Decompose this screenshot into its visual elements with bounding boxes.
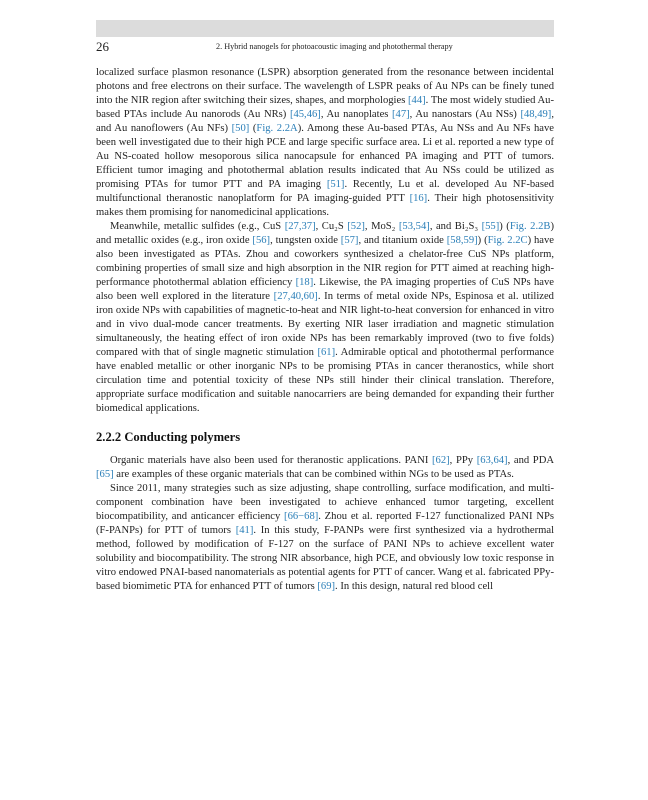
paragraph	[96, 66, 554, 220]
paragraph	[96, 482, 554, 594]
citation-link[interactable]: [48,49]	[520, 109, 552, 120]
citation-link[interactable]: [52]	[347, 221, 365, 232]
citation-link[interactable]: [27,40,60]	[273, 291, 318, 302]
citation-link[interactable]: [61]	[317, 347, 336, 358]
citation-link[interactable]: [57]	[340, 235, 359, 246]
paragraph	[96, 454, 554, 482]
header-bar	[96, 20, 554, 37]
running-head-title: 2. Hybrid nanogels for photoacoustic imaging and photothermal therapy	[216, 42, 453, 51]
citation-link[interactable]: [63,64]	[476, 455, 508, 466]
citation-link[interactable]: Fig. 2.2C	[487, 235, 528, 246]
text-run: . In terms of metal oxide NPs, Espinosa et al. utilized iron oxide NPs with capabilities of magnetic-to-heat and NIR light-to-heat conversion for enhanced in vitro and in vivo dual-mode cancer treatments. By exerting NIR laser irradiation and magnetic stimulation simultaneously, the heating effect of iron oxide NPs has been remarkably improved (two to five folds) compared with that of single magnetic stimulation	[96, 291, 554, 358]
text-run: , and Au nanoflowers (Au NFs)	[96, 109, 554, 134]
text-run: ). Among these Au-based PTAs, Au NSs and Au NFs have been well investigated due to their high PCE and large specific surface area. Li et al. reported a new type of Au NS-coated hollow mesoporous silica nanocapsule for enhanced PA imaging and PTT of tumors. Efficient tumor imaging and photothermal ablation results indicated that Au NSs could be utilized as promising PTAs for tumor PTT and PA imaging	[96, 123, 554, 190]
citation-link[interactable]: [16]	[409, 193, 428, 204]
text-run: localized surface plasmon resonance (LSPR) absorption generated from the resonance between incidental photons and free electrons on their surface. The wavelength of LSPR peaks of Au NPs can be finely tuned into the NIR region after switching their sizes, shapes, and morphologies	[96, 67, 554, 106]
text-run: are examples of these organic materials that can be combined within NGs to be used as PTAs.	[113, 469, 514, 480]
citation-link[interactable]: [65]	[96, 469, 114, 480]
text-run: , Cu₂S	[315, 221, 348, 232]
text-run: , and PDA	[507, 455, 555, 466]
text-run: Meanwhile, metallic sulfides (e.g., CuS	[110, 221, 285, 232]
text-run: (	[249, 123, 257, 134]
citation-link[interactable]: [27,37]	[284, 221, 316, 232]
text-run: ) and metallic oxides (e.g., iron oxide	[96, 221, 554, 246]
text-run: . Likewise, the PA imaging properties of CuS NPs have also been well explored in the literature	[96, 277, 554, 302]
text-run: . Zhou et al. reported F-127 functionalized PANI NPs (F-PANPs) for PTT of tumors	[96, 511, 554, 536]
text-run: ) have also been investigated as PTAs. Zhou and coworkers synthesized a chelator-free CuS NPs platform, combining properties of small size and high absorption in the NIR region for PTT aimed at reaching high-performance photothermal ablation efficiency	[96, 235, 554, 288]
citation-link[interactable]: [56]	[252, 235, 271, 246]
text-run: ) (	[477, 235, 488, 246]
citation-link[interactable]: [47]	[392, 109, 410, 120]
text-run: . Recently, Lu et al. developed Au NF-based multifunctional theranostic nanoplatform for PA imaging-guided PTT	[96, 179, 554, 204]
text-run: . In this design, natural red blood cell	[335, 581, 494, 592]
citation-link[interactable]: [18]	[295, 277, 314, 288]
citation-link[interactable]: [53,54]	[398, 221, 430, 232]
section-heading: 2.2.2 Conducting polymers	[96, 430, 241, 444]
citation-link[interactable]: [66−68]	[284, 511, 319, 522]
citation-link[interactable]: [55]	[481, 221, 500, 232]
body-text	[96, 66, 554, 594]
citation-link[interactable]: [44]	[408, 95, 426, 106]
citation-link[interactable]: [58,59]	[446, 235, 478, 246]
text-run: , and Bi₂S₃	[429, 221, 482, 232]
citation-link[interactable]: [41]	[235, 525, 254, 536]
citation-link[interactable]: Fig. 2.2B	[509, 221, 551, 232]
text-run: . The most widely studied Au-based PTAs include Au nanorods (Au NRs)	[96, 95, 554, 120]
citation-link[interactable]: Fig. 2.2A	[256, 123, 298, 134]
page-number: 26	[96, 39, 109, 54]
text-run: , and titanium oxide	[358, 235, 447, 246]
paragraph	[96, 220, 554, 416]
text-run: . In this study, F-PANPs were first synthesized via a hydrothermal method, followed by modification of F-127 on the surface of PANI NPs to achieve excellent water solubility and biocompatibility. The strong NIR absorbance, high PCE, and obviously low toxic response in vitro endowed PNAI-based nanomaterials as potential agents for PTT of cancer. Wang et al. fabricated PPy-based biomimetic PTA for enhanced PTT of tumors	[96, 525, 555, 592]
text-run: , PPy	[449, 455, 477, 466]
text-run: ) (	[499, 221, 510, 232]
citation-link[interactable]: [51]	[326, 179, 345, 190]
citation-link[interactable]: [62]	[432, 455, 450, 466]
text-run: , Au nanoplates	[320, 109, 393, 120]
text-run: , MoS₂	[364, 221, 399, 232]
text-run: , Au nanostars (Au NSs)	[409, 109, 521, 120]
running-header	[96, 39, 554, 53]
citation-link[interactable]: [69]	[317, 581, 336, 592]
text-run: . Admirable optical and photothermal performance have enabled metallic or other inorganic NPs to be promising PTAs in cancer theranostics, while short circulation time and potential toxicity of these NPs still hinder their clinical translation. Therefore, appropriate surface modification and suitable nanocarriers are being demanded for expanding their further biomedical applications.	[96, 347, 554, 414]
text-run: Organic materials have also been used for theranostic applications. PANI	[110, 455, 433, 466]
text-run: . Their high photosensitivity makes them promising for nanomedicinal applications.	[96, 193, 554, 218]
text-run: Since 2011, many strategies such as size adjusting, shape controlling, surface modification, and multi-component combination have been investigated to achieve enhanced tumor targeting, excellent biocompatibility, and anticancer efficiency	[96, 483, 554, 522]
text-run: , tungsten oxide	[270, 235, 341, 246]
citation-link[interactable]: [50]	[231, 123, 250, 134]
citation-link[interactable]: [45,46]	[289, 109, 321, 120]
